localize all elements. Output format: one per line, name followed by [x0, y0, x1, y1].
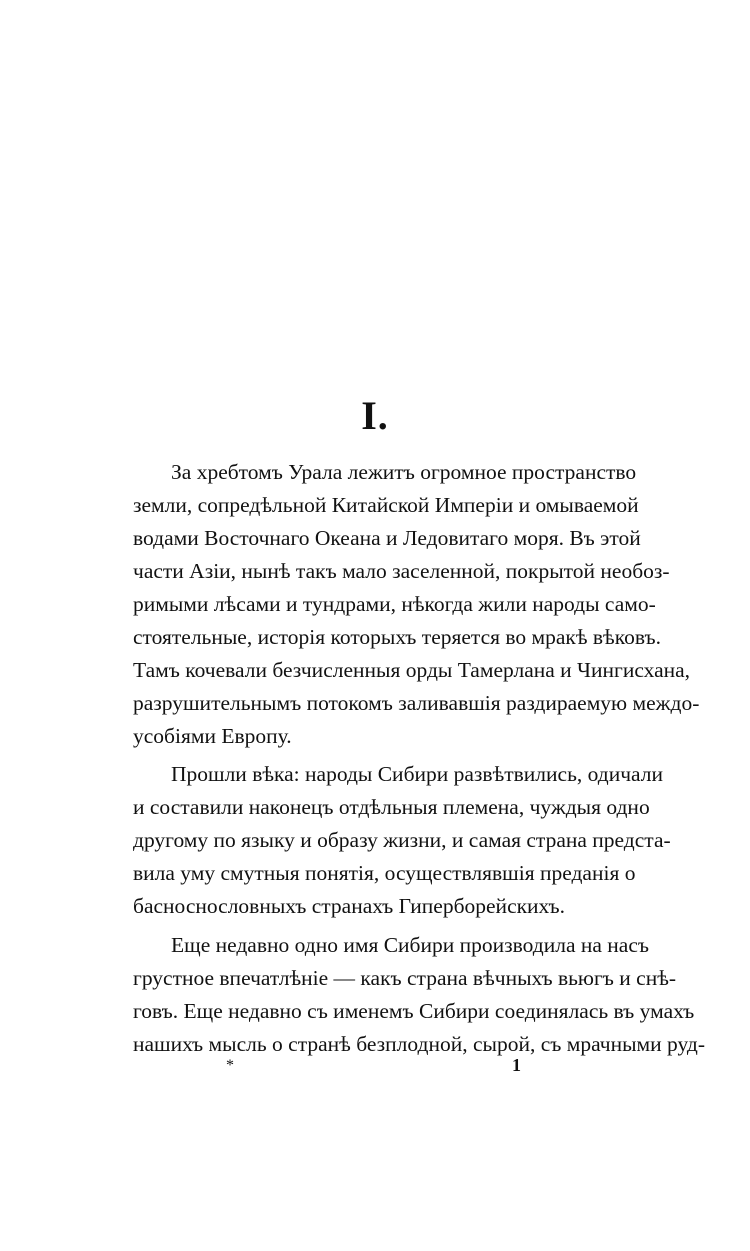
page-number: 1 — [512, 1055, 521, 1075]
text-line: Прошли вѣка: народы Сибири развѣтвились, одичали — [171, 762, 663, 786]
text-line: говъ. Еще недавно съ именемъ Сибири соединялась въ умахъ — [133, 999, 695, 1023]
text-line: нашихъ мысль о странѣ безплодной, сырой, съ мрачными руд- — [133, 1032, 706, 1056]
text-line: Еще недавно одно имя Сибири производила на насъ — [171, 933, 649, 957]
text-line: басноснословныхъ странахъ Гиперборейскихъ. — [133, 894, 565, 918]
text-line: и составили наконецъ отдѣльныя племена, чуждыя одно — [133, 795, 650, 819]
text-line: водами Восточнаго Океана и Ледовитаго моря. Въ этой — [133, 526, 641, 550]
text-line: разрушительнымъ потокомъ заливавшія раздираемую междо- — [133, 691, 700, 715]
text-line: римыми лѣсами и тундрами, нѣкогда жили народы само- — [133, 592, 656, 616]
chapter-numeral: I. — [361, 393, 389, 438]
text-line: За хребтомъ Урала лежитъ огромное пространство — [171, 460, 637, 484]
text-line: другому по языку и образу жизни, и самая страна предста- — [133, 828, 671, 852]
text-line: Тамъ кочевали безчисленныя орды Тамерлана и Чингисхана, — [133, 658, 691, 682]
text-line: стоятельные, исторія которыхъ теряется во мракѣ вѣковъ. — [133, 625, 661, 649]
text-line: части Азіи, нынѣ такъ мало заселенной, покрытой необоз- — [133, 559, 670, 583]
signature-mark: * — [226, 1057, 234, 1074]
text-line: земли, сопредѣльной Китайской Имперіи и омываемой — [133, 493, 639, 517]
text-line: грустное впечатлѣніе — какъ страна вѣчныхъ вьюгъ и снѣ- — [133, 966, 677, 990]
text-line: вила уму смутныя понятія, осуществлявшія преданія о — [133, 861, 636, 885]
text-line: усобіями Европу. — [133, 724, 292, 748]
